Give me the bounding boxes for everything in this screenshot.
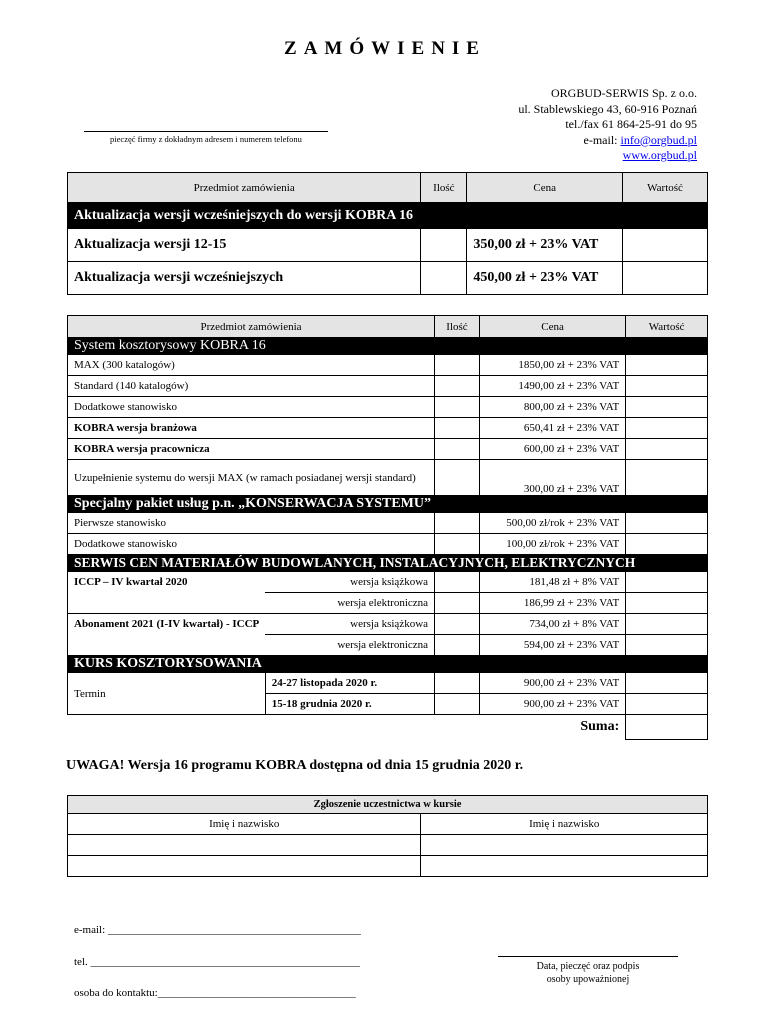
qty-cell[interactable] xyxy=(435,355,480,376)
value-cell[interactable] xyxy=(626,418,708,439)
company-address: ul. Stablewskiego 43, 60-916 Poznań xyxy=(518,101,697,116)
value-cell[interactable] xyxy=(626,635,708,656)
value-cell[interactable] xyxy=(626,460,708,496)
table-row xyxy=(68,397,708,418)
table-row xyxy=(68,614,708,635)
section-header xyxy=(68,203,708,229)
availability-note: UWAGA! Wersja 16 programu KOBRA dostępna od dnia 15 grudnia 2020 r. xyxy=(66,758,524,773)
qty-cell[interactable] xyxy=(435,397,480,418)
value-cell[interactable] xyxy=(626,397,708,418)
item-name: Pierwsze stanowisko xyxy=(68,513,435,534)
signature-label-line1: Data, pieczęć oraz podpis xyxy=(536,961,640,972)
qty-cell[interactable] xyxy=(435,635,480,656)
contact-person-field[interactable]: osoba do kontaktu:____________________________________ xyxy=(74,987,356,999)
header-value: Wartość xyxy=(626,316,708,338)
signature-label-line2: osoby upoważnionej xyxy=(546,974,630,985)
table-header xyxy=(68,814,708,835)
item-name: MAX (300 katalogów) xyxy=(68,355,435,376)
section-title: KURS KOSZTORYSOWANIA xyxy=(68,656,708,673)
table-row xyxy=(68,534,708,555)
header-name-2: Imię i nazwisko xyxy=(421,814,708,835)
qty-cell[interactable] xyxy=(435,460,480,496)
header-price: Cena xyxy=(479,316,625,338)
variant-label: wersja elektroniczna xyxy=(265,635,434,656)
company-name: ORGBUD-SERWIS Sp. z o.o. xyxy=(550,86,697,100)
section-title: Specjalny pakiet usług p.n. „KONSERWACJA SYSTEMU” xyxy=(68,496,708,513)
price-cell: 600,00 zł + 23% VAT xyxy=(479,439,625,460)
section-title: SERWIS CEN MATERIAŁÓW BUDOWLANYCH, INSTALACYJNYCH, ELEKTRYCZNYCH xyxy=(68,555,708,572)
item-name: Aktualizacja wersji wcześniejszych xyxy=(68,262,421,295)
variant-label: wersja książkowa xyxy=(265,614,434,635)
item-name: KOBRA wersja branżowa xyxy=(68,418,435,439)
table-header xyxy=(68,173,708,203)
price-cell: 900,00 zł + 23% VAT xyxy=(479,673,625,694)
value-cell[interactable] xyxy=(626,593,708,614)
sum-row xyxy=(68,715,708,740)
variant-label: wersja elektroniczna xyxy=(265,593,434,614)
section-title: Aktualizacja wersji wcześniejszych do wersji KOBRA 16 xyxy=(68,203,708,229)
course-date: 15-18 grudnia 2020 r. xyxy=(265,694,434,715)
price-cell: 900,00 zł + 23% VAT xyxy=(479,694,625,715)
price-cell: 181,48 zł + 8% VAT xyxy=(479,572,625,593)
table-row xyxy=(68,572,708,593)
table-row xyxy=(68,856,708,877)
price-cell: 650,41 zł + 23% VAT xyxy=(479,418,625,439)
stamp-line xyxy=(84,131,328,132)
qty-cell[interactable] xyxy=(435,694,480,715)
table-row xyxy=(68,439,708,460)
company-email-row xyxy=(518,133,697,149)
price-cell: 186,99 zł + 23% VAT xyxy=(479,593,625,614)
qty-cell[interactable] xyxy=(435,593,480,614)
item-name xyxy=(68,635,266,656)
course-registration-table xyxy=(67,795,708,877)
table-header xyxy=(68,316,708,338)
item-name xyxy=(68,593,266,614)
section-title: System kosztorysowy KOBRA 16 xyxy=(68,338,708,355)
product-order-table xyxy=(67,315,708,740)
price-cell: 1850,00 zł + 23% VAT xyxy=(479,355,625,376)
course-date: 24-27 listopada 2020 r. xyxy=(265,673,434,694)
table-row xyxy=(68,673,708,694)
company-email-link[interactable]: info@orgbud.pl xyxy=(620,132,697,147)
item-name: KOBRA wersja pracownicza xyxy=(68,439,435,460)
item-name: Standard (140 katalogów) xyxy=(68,376,435,397)
qty-cell[interactable] xyxy=(435,534,480,555)
table-row xyxy=(68,355,708,376)
header-item: Przedmiot zamówienia xyxy=(68,316,435,338)
value-cell[interactable] xyxy=(623,229,708,262)
price-cell: 300,00 zł + 23% VAT xyxy=(479,460,625,496)
item-name: Dodatkowe stanowisko xyxy=(68,397,435,418)
item-name: Uzupełnienie systemu do wersji MAX (w ramach posiadanej wersji standard) xyxy=(68,460,435,496)
item-name: Abonament 2021 (I-IV kwartał) - ICCP xyxy=(68,614,266,635)
header-qty: Ilość xyxy=(435,316,480,338)
email-field[interactable]: e-mail: ______________________________________________ xyxy=(74,924,361,936)
value-cell[interactable] xyxy=(626,534,708,555)
signature-label xyxy=(498,960,678,986)
participant-name-cell[interactable] xyxy=(421,856,708,877)
section-header xyxy=(68,496,708,513)
header-item: Przedmiot zamówienia xyxy=(68,173,421,203)
item-name: Dodatkowe stanowisko xyxy=(68,534,435,555)
qty-cell[interactable] xyxy=(435,614,480,635)
page-title: ZAMÓWIENIE xyxy=(284,38,486,59)
table-row xyxy=(68,460,708,496)
table-header xyxy=(68,796,708,814)
stamp-label: pieczęć firmy z dokładnym adresem i numerem telefonu xyxy=(110,134,302,144)
table-row xyxy=(68,229,708,262)
company-email-label: e-mail: xyxy=(583,132,621,147)
update-order-table xyxy=(67,172,708,295)
table-row xyxy=(68,835,708,856)
sum-label: Suma: xyxy=(580,719,620,734)
item-name: ICCP – IV kwartał 2020 xyxy=(68,572,266,593)
table-row xyxy=(68,376,708,397)
value-cell[interactable] xyxy=(626,439,708,460)
qty-cell[interactable] xyxy=(435,513,480,534)
company-phone: tel./fax 61 864-25-91 do 95 xyxy=(565,117,697,131)
value-cell[interactable] xyxy=(626,355,708,376)
value-cell[interactable] xyxy=(626,694,708,715)
value-cell[interactable] xyxy=(626,673,708,694)
item-name: Aktualizacja wersji 12-15 xyxy=(68,229,421,262)
value-cell[interactable] xyxy=(626,614,708,635)
phone-field[interactable]: tel. _________________________________________________ xyxy=(74,956,360,968)
qty-cell[interactable] xyxy=(435,418,480,439)
company-website-link[interactable]: www.orgbud.pl xyxy=(622,148,697,162)
header-value: Wartość xyxy=(623,173,708,203)
course-label: Termin xyxy=(68,673,266,715)
variant-label: wersja książkowa xyxy=(265,572,434,593)
company-info xyxy=(518,86,697,164)
value-cell[interactable] xyxy=(626,376,708,397)
participant-name-cell[interactable] xyxy=(68,856,421,877)
participant-name-cell[interactable] xyxy=(421,835,708,856)
sum-value-cell[interactable] xyxy=(626,715,708,740)
header-name-1: Imię i nazwisko xyxy=(68,814,421,835)
section-header xyxy=(68,555,708,572)
value-cell[interactable] xyxy=(623,262,708,295)
price-cell: 500,00 zł/rok + 23% VAT xyxy=(479,513,625,534)
value-cell[interactable] xyxy=(626,572,708,593)
table-row xyxy=(68,635,708,656)
table-row xyxy=(68,262,708,295)
price-cell: 350,00 zł + 23% VAT xyxy=(467,229,623,262)
price-cell: 100,00 zł/rok + 23% VAT xyxy=(479,534,625,555)
price-cell: 594,00 zł + 23% VAT xyxy=(479,635,625,656)
section-header xyxy=(68,338,708,355)
table-row xyxy=(68,513,708,534)
price-cell: 1490,00 zł + 23% VAT xyxy=(479,376,625,397)
qty-cell[interactable] xyxy=(435,376,480,397)
header-qty: Ilość xyxy=(421,173,467,203)
table-row xyxy=(68,418,708,439)
qty-cell[interactable] xyxy=(421,262,467,295)
table-row xyxy=(68,593,708,614)
price-cell: 450,00 zł + 23% VAT xyxy=(467,262,623,295)
signature-line xyxy=(498,956,678,957)
section-header xyxy=(68,656,708,673)
registration-title: Zgłoszenie uczestnictwa w kursie xyxy=(68,796,708,814)
price-cell: 734,00 zł + 8% VAT xyxy=(479,614,625,635)
qty-cell[interactable] xyxy=(435,439,480,460)
price-cell: 800,00 zł + 23% VAT xyxy=(479,397,625,418)
value-cell[interactable] xyxy=(626,513,708,534)
header-price: Cena xyxy=(467,173,623,203)
qty-cell[interactable] xyxy=(435,572,480,593)
qty-cell[interactable] xyxy=(435,673,480,694)
participant-name-cell[interactable] xyxy=(68,835,421,856)
qty-cell[interactable] xyxy=(421,229,467,262)
